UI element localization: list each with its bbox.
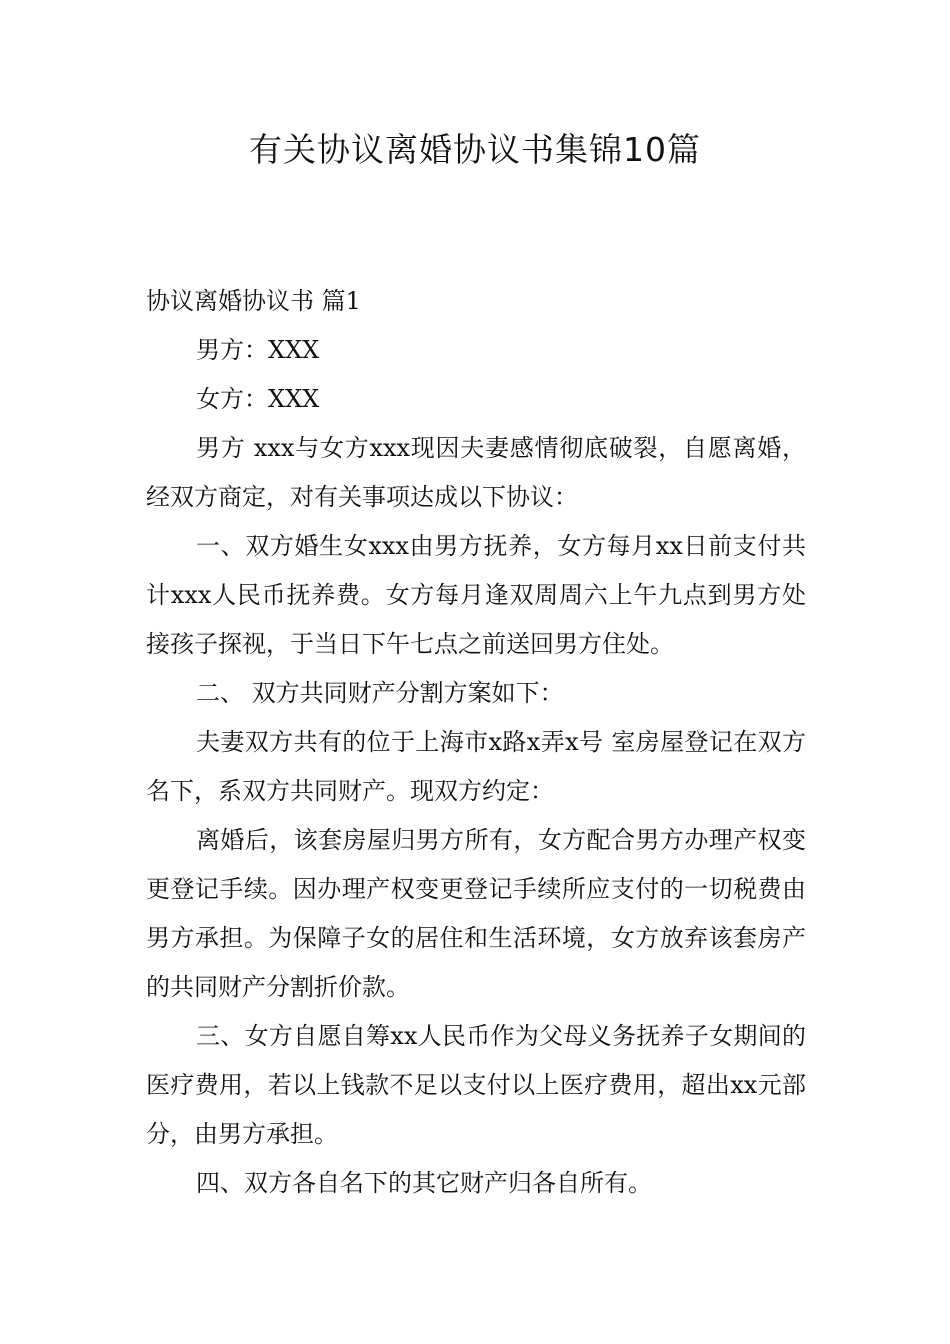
document-body — [146, 277, 806, 1208]
section-heading: 协议离婚协议书 篇1 — [146, 287, 361, 315]
party-woman: 女方：XXX — [196, 385, 320, 413]
clause-1-paragraph: 一、双方婚生女xxx由男方抚养，女方每月xx日前支付共计xxx人民币抚养费。女方每月逢双周周六上午九点到男方处接孩子探视，于当日下午七点之前送回男方住处。 — [146, 532, 806, 658]
clause-3-paragraph: 三、女方自愿自筹xx人民币作为父母义务抚养子女期间的医疗费用，若以上钱款不足以支付以上医疗费用，超出xx元部分，由男方承担。 — [146, 1022, 806, 1148]
clause-2-paragraph: 二、 双方共同财产分割方案如下： — [196, 679, 564, 707]
after-divorce-paragraph: 离婚后，该套房屋归男方所有，女方配合男方办理产权变更登记手续。因办理产权变更登记手续所应支付的一切税费由男方承担。为保障子女的居住和生活环境，女方放弃该套房产的共同财产分割折价款。 — [146, 826, 806, 1001]
clause-4-paragraph: 四、双方各自名下的其它财产归各自所有。 — [196, 1169, 652, 1197]
document-title: 有关协议离婚协议书集锦10篇 — [249, 130, 701, 169]
property-paragraph: 夫妻双方共有的位于上海市x路x弄x号 室房屋登记在双方名下，系双方共同财产。现双方约定： — [146, 728, 806, 805]
intro-paragraph: 男方 xxx与女方xxx现因夫妻感情彻底破裂，自愿离婚，经双方商定，对有关事项达成以下协议： — [146, 434, 806, 511]
party-man: 男方：XXX — [196, 336, 320, 364]
